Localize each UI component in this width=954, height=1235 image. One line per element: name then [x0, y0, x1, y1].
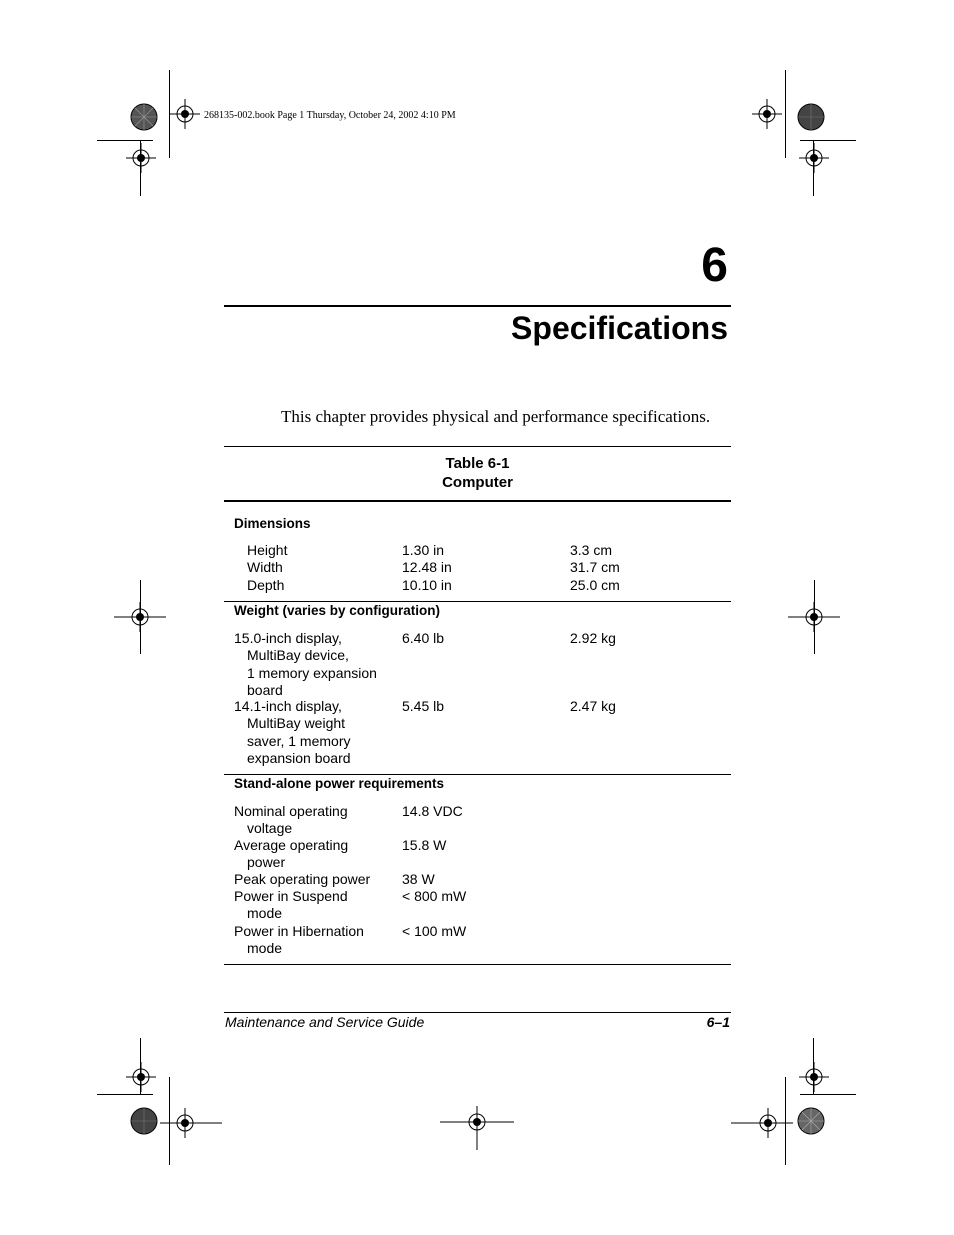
row-label: Average operating power: [234, 837, 349, 871]
crosshair-icon: [799, 1062, 829, 1092]
row-value: 15.8 W: [402, 837, 447, 853]
intro-paragraph: This chapter provides physical and performance specifications.: [281, 407, 711, 426]
footer-guide-title: Maintenance and Service Guide: [225, 1014, 425, 1030]
table-header-rule: [224, 500, 731, 502]
chapter-rule: [224, 305, 731, 307]
crosshair-icon: [126, 1062, 156, 1092]
section-heading-weight: Weight (varies by configuration): [234, 603, 441, 618]
section-heading-power: Stand-alone power requirements: [234, 776, 445, 791]
row-value: < 800 mW: [402, 888, 467, 904]
row-value-metric: 31.7 cm: [570, 559, 620, 575]
row-label: Width: [247, 559, 283, 575]
row-value-metric: 2.92 kg: [570, 630, 616, 646]
section-divider: [224, 774, 731, 775]
crosshair-icon: [126, 143, 156, 173]
row-label: Depth: [247, 577, 285, 593]
row-value-imperial: 12.48 in: [402, 559, 452, 575]
row-label: Nominal operating voltage: [234, 803, 348, 837]
registration-disc-icon: [797, 1107, 825, 1135]
table-caption: [224, 454, 731, 492]
row-value-metric: 25.0 cm: [570, 577, 620, 593]
table-bottom-rule: [224, 964, 731, 965]
row-label: Power in Suspend mode: [234, 888, 348, 922]
row-label: Peak operating power: [234, 871, 371, 887]
table-number: Table 6-1: [445, 455, 510, 472]
crosshair-icon: [799, 143, 829, 173]
crosshair-icon: [731, 1108, 793, 1138]
row-value-imperial: 6.40 lb: [402, 630, 445, 646]
row-label: Height: [247, 542, 288, 558]
crosshair-icon: [752, 99, 782, 129]
footer-page-number: 6–1: [706, 1014, 730, 1030]
crosshair-icon: [440, 1106, 514, 1150]
section-divider: [224, 601, 731, 602]
row-value: 38 W: [402, 871, 435, 887]
crosshair-icon: [170, 99, 200, 129]
row-value-imperial: 1.30 in: [402, 542, 445, 558]
row-value: < 100 mW: [402, 923, 467, 939]
row-value-metric: 2.47 kg: [570, 698, 616, 714]
row-value-imperial: 5.45 lb: [402, 698, 445, 714]
registration-disc-icon: [797, 103, 825, 131]
row-value: 14.8 VDC: [402, 803, 463, 819]
chapter-title: Specifications: [511, 310, 728, 346]
row-label: 15.0-inch display, MultiBay device, 1 memory expansion board: [234, 630, 377, 698]
registration-disc-icon: [130, 103, 158, 131]
row-label: Power in Hibernation mode: [234, 923, 364, 957]
chapter-number: 6: [701, 239, 728, 292]
print-header-line: 268135-002.book Page 1 Thursday, October 24, 2002 4:10 PM: [204, 110, 456, 121]
table-title: Computer: [442, 474, 513, 491]
row-value-metric: 3.3 cm: [570, 542, 613, 558]
section-heading-dimensions: Dimensions: [234, 516, 311, 531]
registration-disc-icon: [130, 1107, 158, 1135]
crosshair-icon: [160, 1108, 222, 1138]
footer-rule: [224, 1012, 731, 1013]
row-value-imperial: 10.10 in: [402, 577, 452, 593]
table-top-rule: [224, 446, 731, 447]
row-label: 14.1-inch display, MultiBay weight saver, 1 memory expansion board: [234, 698, 351, 766]
